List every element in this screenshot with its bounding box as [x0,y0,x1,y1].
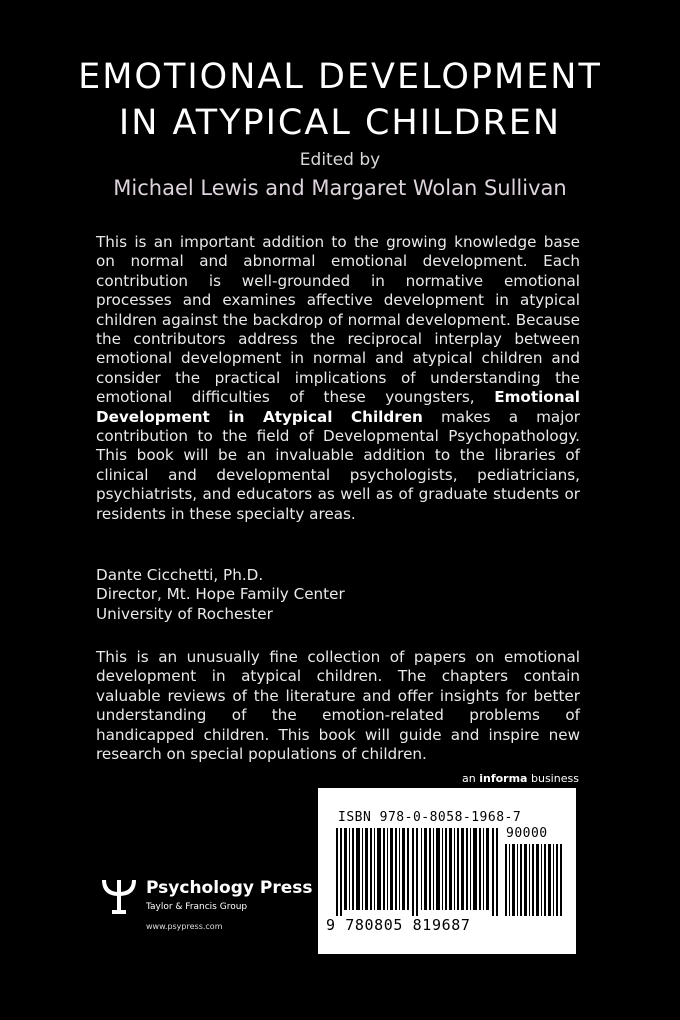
price-code: 90000 [506,826,548,841]
reviewer-institution: University of Rochester [96,604,273,623]
edited-by-label: Edited by [299,150,381,170]
review-1-book-title: Emotional Development in Atypical Children [96,388,581,426]
editors-names: Michael Lewis and Margaret Wolan Sullivan [113,176,567,200]
review-1-text-before: This is an important addition to the growing knowledge base on normal and abnormal emotional development. Each contribution is well-grounded in normative emotional processes and examines affective development in atypical children against the backdrop of normal development. Because the contributors address the reciprocal interplay between emotional development in normal and atypical children and consider the practical implications of understanding the emotional difficulties of these youngsters, [96,233,580,407]
title-line-1: EMOTIONAL DEVELOPMENT [78,57,602,97]
informa-suffix: business [530,772,579,785]
isbn-label: ISBN 978-0-8058-1968-7 [338,810,522,825]
barcode-panel [318,788,576,954]
reviewer-position: Director, Mt. Hope Family Center [96,585,345,604]
reviewer-name: Dante Cicchetti, Ph.D. [96,566,264,584]
psi-logo-icon [100,878,138,914]
informa-prefix: an [462,772,476,785]
review-1 [96,233,580,524]
price-barcode [504,844,564,916]
book-title [0,54,680,146]
informa-tagline [462,772,579,785]
informa-brand: informa [479,772,528,785]
review-2: This is an unusually fine collection of papers on emotional development in atypical children. The chapters contain valuable reviews of the literature and offer insights for better understanding of the emotion-related problems of handicapped children. This book will guide and inspire new research on special populations of children. [96,648,580,764]
ean-digits: 9 780805 819687 [326,916,471,934]
publisher-group: Taylor & Francis Group [146,902,248,912]
ean-barcode [334,828,500,916]
publisher-url: www.psypress.com [146,922,223,931]
review-1-text-after: makes a major contribution to the field of Developmental Psychopathology. This book will be an invaluable addition to the libraries of clinical and developmental psychologists, pediatricians, psychiatrists, and educators as well as of graduate students or residents in these specialty areas. [96,407,580,523]
reviewer-signature [96,566,580,624]
title-line-2: IN ATYPICAL CHILDREN [118,103,562,143]
publisher-name: Psychology Press [146,878,313,898]
